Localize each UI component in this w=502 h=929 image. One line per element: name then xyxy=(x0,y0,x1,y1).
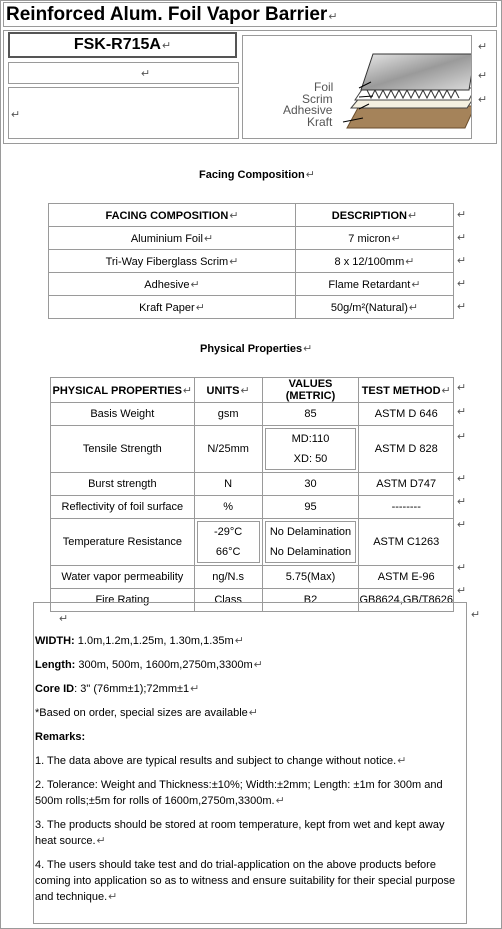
table-cell: B2 xyxy=(262,589,359,612)
table-cell: ng/N.s xyxy=(194,566,262,589)
column-header: TEST METHOD↵ xyxy=(359,378,454,403)
page-title: Reinforced Alum. Foil Vapor Barrier↵ xyxy=(3,2,497,27)
table-cell xyxy=(194,519,262,566)
column-header: UNITS↵ xyxy=(194,378,262,403)
table-row xyxy=(51,473,454,496)
table-row xyxy=(49,296,454,319)
remark-1: 1. The data above are typical results and subject to change without notice.↵ xyxy=(35,755,407,767)
table-cell: Basis Weight xyxy=(51,403,195,426)
table-row xyxy=(51,519,454,566)
high-temp: 66°C xyxy=(215,546,241,558)
laminate-illustration xyxy=(243,36,471,138)
table-cell: % xyxy=(194,496,262,519)
adhesive-label: Adhesive xyxy=(283,103,333,117)
table-cell: Kraft Paper↵ xyxy=(49,296,296,319)
table-cell xyxy=(262,519,359,566)
table-cell: 8 x 12/100mm↵ xyxy=(296,250,454,273)
table-cell: Burst strength xyxy=(51,473,195,496)
table-cell: Flame Retardant↵ xyxy=(296,273,454,296)
table-cell: 30 xyxy=(262,473,359,496)
table-row xyxy=(51,426,454,473)
layer-diagram xyxy=(242,35,472,139)
facing-table xyxy=(48,203,454,319)
table-cell: GB8624,GB/T8626 xyxy=(359,589,454,612)
special-sizes-note: *Based on order, special sizes are available↵ xyxy=(35,707,259,719)
table-cell: 7 micron↵ xyxy=(296,227,454,250)
table-cell: Water vapor permeability xyxy=(51,566,195,589)
foil-layer xyxy=(361,54,471,90)
table-row xyxy=(49,273,454,296)
table-cell: Tensile Strength xyxy=(51,426,195,473)
table-cell: 5.75(Max) xyxy=(262,566,359,589)
scrim-label: Scrim xyxy=(302,92,333,106)
md-value: MD:110 xyxy=(291,433,330,445)
table-cell: N/25mm xyxy=(194,426,262,473)
table-row xyxy=(51,496,454,519)
table-cell: 50g/m²(Natural)↵ xyxy=(296,296,454,319)
remark-2: 2. Tolerance: Weight and Thickness:±10%; Width:±2mm; Length: ±1m for 300m and 500m rolls;±5m for rolls of 1600m,2750m,3300m.↵ xyxy=(35,779,443,807)
blank-field-2: ↵ xyxy=(8,87,239,139)
table-cell: ASTM E-96 xyxy=(359,566,454,589)
table-cell: ASTM C1263 xyxy=(359,519,454,566)
table-cell: Class xyxy=(194,589,262,612)
table-row xyxy=(49,250,454,273)
remarks-label: Remarks: xyxy=(35,731,86,743)
kraft-label: Kraft xyxy=(307,115,333,129)
table-cell: Reflectivity of foil surface xyxy=(51,496,195,519)
table-cell: -------- xyxy=(359,496,454,519)
table-row xyxy=(49,227,454,250)
low-temp: -29°C xyxy=(214,526,243,538)
high-temp-value: No Delamination xyxy=(269,546,352,558)
table-cell xyxy=(262,426,359,473)
table-cell: gsm xyxy=(194,403,262,426)
table-cell: Temperature Resistance xyxy=(51,519,195,566)
table-cell: Aluminium Foil↵ xyxy=(49,227,296,250)
table-cell: 95 xyxy=(262,496,359,519)
table-header-row xyxy=(51,378,454,403)
table-cell: Tri-Way Fiberglass Scrim↵ xyxy=(49,250,296,273)
blank-field-1: ↵ xyxy=(8,62,239,84)
notes-box: ↵ ↵ WIDTH: 1.0m,1.2m,1.25m, 1.30m,1.35m↵ Length: 300m, 500m, 1600m,2750m,3300m↵ Core ID: 3" (76mm±1);72mm±1↵ *Based on order, special sizes are available↵ Remarks: 1. The data above are typical results and subject to change without notice.↵ 2. Tolerance: Weight and Thickness:±10%; Width:±2mm; Length: ±1m for 300m and 500m rolls;±5m for rolls of 1600m,2750m,3300m.↵ 3. The products should be stored at room temperature, kept from wet and kept away heat source.↵ 4. The users should take test and do trial-application on the above products before coming into application so as to witness and ensure suitability for their special purpose and technique.↵ xyxy=(33,602,467,924)
width-line: WIDTH: 1.0m,1.2m,1.25m, 1.30m,1.35m↵ xyxy=(35,635,244,647)
table-cell: ASTM D 646 xyxy=(359,403,454,426)
column-header: DESCRIPTION↵ xyxy=(296,204,454,227)
kraft-layer xyxy=(347,106,471,128)
tensile-values xyxy=(265,428,357,470)
table-row xyxy=(51,403,454,426)
physical-heading: Physical Properties↵ xyxy=(200,343,313,355)
table-header-row xyxy=(49,204,454,227)
model-box: FSK-R715A↵ xyxy=(8,32,237,58)
table-cell: N xyxy=(194,473,262,496)
foil-label: Foil xyxy=(314,80,334,94)
temperature-values xyxy=(265,521,357,563)
table-row xyxy=(51,566,454,589)
column-header: PHYSICAL PROPERTIES↵ xyxy=(51,378,195,403)
table-cell: Adhesive↵ xyxy=(49,273,296,296)
physical-table xyxy=(50,377,454,612)
table-cell: ASTM D 828 xyxy=(359,426,454,473)
facing-heading: Facing Composition↵ xyxy=(199,169,315,181)
column-header: VALUES (METRIC) xyxy=(262,378,359,403)
column-header: FACING COMPOSITION↵ xyxy=(49,204,296,227)
xd-value: XD: 50 xyxy=(293,453,328,465)
table-cell: Fire Rating xyxy=(51,589,195,612)
low-temp-value: No Delamination xyxy=(269,526,352,538)
core-line: Core ID: 3" (76mm±1);72mm±1↵ xyxy=(35,683,200,695)
header-box: FSK-R715A↵ ↵ ↵ Foil Scrim Adhesive Kraft ↵ ↵ ↵ xyxy=(3,30,497,144)
length-line: Length: 300m, 500m, 1600m,2750m,3300m↵ xyxy=(35,659,263,671)
table-cell: ASTM D747 xyxy=(359,473,454,496)
remark-3: 3. The products should be stored at room temperature, kept from wet and kept away heat source.↵ xyxy=(35,819,445,847)
remark-4: 4. The users should take test and do trial-application on the above products before coming into application so as to witness and ensure suitability for their special purpose and technique.↵ xyxy=(35,859,456,903)
temperature-units xyxy=(197,521,260,563)
table-cell: 85 xyxy=(262,403,359,426)
